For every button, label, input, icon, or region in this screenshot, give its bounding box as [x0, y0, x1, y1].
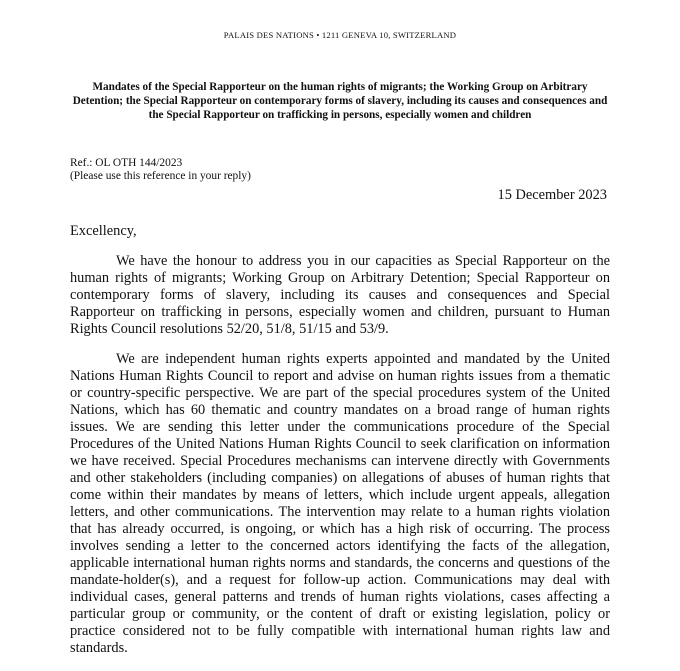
reference-block — [70, 157, 251, 183]
procedures-paragraph: We are independent human rights experts appointed and mandated by the United Nations Human Rights Council to report and advise on human rights issues from a thematic or country-specific perspective. We are part of the special procedures system of the United Nations, which has 60 thematic and country mandates on a broad range of human rights issues. We are sending this letter under the communications procedure of the Special Procedures of the United Nations Human Rights Council to seek clarification on information we have received. Special Procedures mechanisms can intervene directly with Governments and other stakeholders (including companies) on allegations of abuses of human rights that come within their mandates by means of letters, which include urgent appeals, allegation letters, and other communications. The intervention may relate to a human rights violation that has already occurred, is ongoing, or which has a high risk of occurring. The process involves sending a letter to the concerned actors identifying the facts of the allegation, applicable international human rights norms and standards, the concerns and questions of the mandate-holder(s), and a request for follow-up action. Communications may deal with individual cases, general patterns and trends of human rights violations, cases affecting a particular group or community, or the content of draft or existing legislation, policy or practice considered not to be fully compatible with international human rights law and standards. — [70, 351, 610, 656]
reference-number: Ref.: OL OTH 144/2023 — [70, 157, 183, 169]
letterhead-address: PALAIS DES NATIONS • 1211 GENEVA 10, SWITZERLAND — [223, 30, 457, 40]
letter-date: 15 December 2023 — [497, 187, 607, 203]
intro-paragraph: We have the honour to address you in our capacities as Special Rapporteur on the human rights of migrants; Working Group on Arbitrary Detention; Special Rapporteur on contemporary forms of slavery, including its causes and consequences and Special Rapporteur on trafficking in persons, especially women and children, pursuant to Human Rights Council resolutions 52/20, 51/8, 51/15 and 53/9. — [70, 253, 610, 337]
salutation: Excellency, — [70, 223, 137, 239]
mandates-heading: Mandates of the Special Rapporteur on the human rights of migrants; the Working Group on Arbitrary Detention; the Special Rapporteur on contemporary forms of slavery, including its causes and consequences and the Special Rapporteur on trafficking in persons, especially women and children — [72, 81, 608, 121]
reference-note: (Please use this reference in your reply) — [70, 170, 251, 182]
